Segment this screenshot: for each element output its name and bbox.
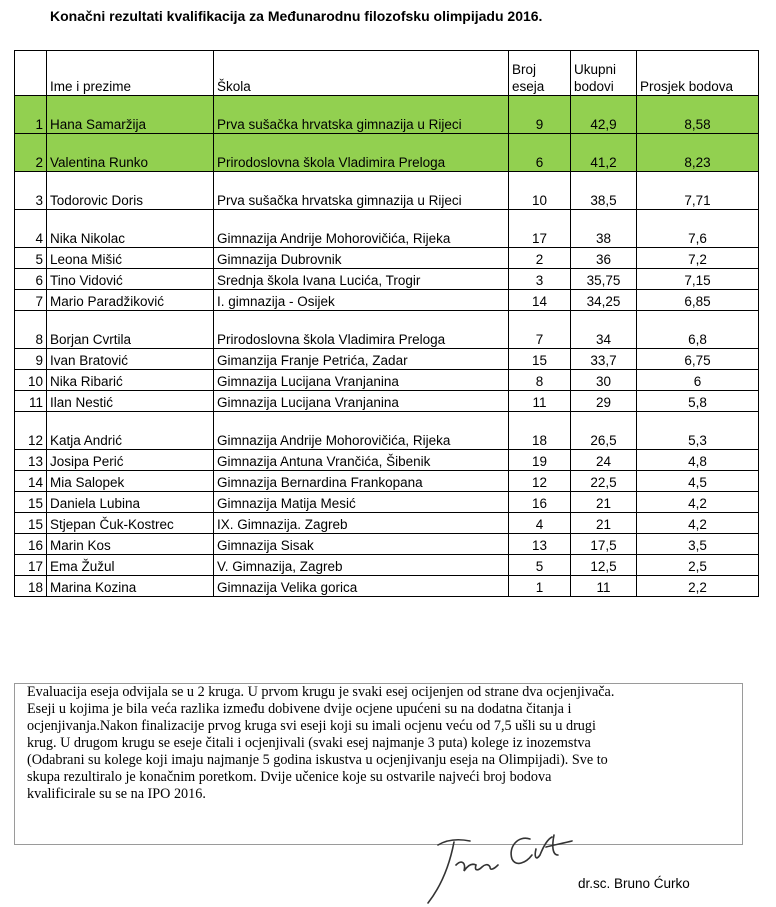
cell-school: Prirodoslovna škola Vladimira Preloga (214, 311, 509, 349)
cell-essays: 13 (509, 534, 571, 555)
table-row (15, 248, 759, 269)
cell-average: 3,5 (637, 534, 759, 555)
cell-average: 6,8 (637, 311, 759, 349)
header-essays (509, 51, 571, 96)
cell-essays: 15 (509, 349, 571, 370)
cell-rank: 4 (15, 210, 47, 248)
signature-name: dr.sc. Bruno Ćurko (578, 876, 690, 891)
cell-school: Gimnazija Matija Mesić (214, 492, 509, 513)
cell-name: Hana Samaržija (47, 96, 214, 134)
cell-school: Gimnazija Lucijana Vranjanina (214, 391, 509, 412)
cell-total: 38,5 (571, 172, 637, 210)
cell-essays: 16 (509, 492, 571, 513)
cell-essays: 2 (509, 248, 571, 269)
cell-average: 4,2 (637, 513, 759, 534)
note-line: ocjenjivanja.Nakon finalizacije prvog kruga svi eseji koji su imali ocjenu veću od 7,5 ušli su u drugi (27, 718, 596, 734)
cell-school: Prva sušačka hrvatska gimnazija u Rijeci (214, 96, 509, 134)
cell-essays: 3 (509, 269, 571, 290)
cell-school: Gimnazija Bernardina Frankopana (214, 471, 509, 492)
cell-rank: 13 (15, 450, 47, 471)
header-average: Prosjek bodova (637, 51, 759, 96)
cell-name: Borjan Cvrtila (47, 311, 214, 349)
note-line: skupa rezultiralo je konačnim poretkom. Dvije učenice koje su ostvarile najveći broj bodova (27, 769, 552, 785)
cell-total: 42,9 (571, 96, 637, 134)
cell-name: Todorovic Doris (47, 172, 214, 210)
cell-name: Daniela Lubina (47, 492, 214, 513)
cell-average: 6,85 (637, 290, 759, 311)
header-school: Škola (214, 51, 509, 96)
cell-rank: 9 (15, 349, 47, 370)
cell-total: 35,75 (571, 269, 637, 290)
cell-rank: 12 (15, 412, 47, 450)
evaluation-note (14, 683, 743, 845)
table-row (15, 555, 759, 576)
cell-school: Gimnazija Sisak (214, 534, 509, 555)
table-row (15, 349, 759, 370)
cell-rank: 14 (15, 471, 47, 492)
cell-total: 26,5 (571, 412, 637, 450)
table-row (15, 134, 759, 172)
cell-name: Marin Kos (47, 534, 214, 555)
table-row (15, 471, 759, 492)
table-row (15, 370, 759, 391)
cell-rank: 7 (15, 290, 47, 311)
cell-total: 29 (571, 391, 637, 412)
cell-essays: 11 (509, 391, 571, 412)
cell-average: 7,15 (637, 269, 759, 290)
cell-essays: 14 (509, 290, 571, 311)
note-line: Eseji u kojima je bila veća razlika između dobivene dvije ocjene upućeni su na dodatna čitanja i (27, 701, 572, 717)
cell-rank: 2 (15, 134, 47, 172)
cell-total: 21 (571, 513, 637, 534)
cell-name: Stjepan Čuk-Kostrec (47, 513, 214, 534)
table-header-row (15, 51, 759, 96)
cell-total: 24 (571, 450, 637, 471)
cell-average: 7,6 (637, 210, 759, 248)
cell-essays: 8 (509, 370, 571, 391)
cell-average: 2,5 (637, 555, 759, 576)
cell-essays: 6 (509, 134, 571, 172)
cell-rank: 11 (15, 391, 47, 412)
cell-average: 7,71 (637, 172, 759, 210)
cell-school: Gimnazija Lucijana Vranjanina (214, 370, 509, 391)
cell-rank: 5 (15, 248, 47, 269)
table-row (15, 391, 759, 412)
cell-average: 6 (637, 370, 759, 391)
cell-rank: 1 (15, 96, 47, 134)
table-row (15, 96, 759, 134)
table-row (15, 534, 759, 555)
cell-name: Ema Žužul (47, 555, 214, 576)
cell-essays: 12 (509, 471, 571, 492)
table-row (15, 172, 759, 210)
cell-school: V. Gimnazija, Zagreb (214, 555, 509, 576)
cell-total: 30 (571, 370, 637, 391)
table-row (15, 576, 759, 597)
cell-name: Mario Paradžiković (47, 290, 214, 311)
cell-essays: 10 (509, 172, 571, 210)
cell-name: Tino Vidović (47, 269, 214, 290)
header-total (571, 51, 637, 96)
cell-essays: 18 (509, 412, 571, 450)
cell-essays: 4 (509, 513, 571, 534)
handwritten-signature (418, 825, 578, 907)
cell-total: 21 (571, 492, 637, 513)
cell-school: Gimnazija Antuna Vrančića, Šibenik (214, 450, 509, 471)
cell-average: 2,2 (637, 576, 759, 597)
table-row (15, 412, 759, 450)
cell-rank: 15 (15, 513, 47, 534)
cell-school: Gimnazija Andrije Mohorovičića, Rijeka (214, 412, 509, 450)
cell-rank: 18 (15, 576, 47, 597)
cell-total: 38 (571, 210, 637, 248)
table-row (15, 290, 759, 311)
table-row (15, 311, 759, 349)
cell-essays: 1 (509, 576, 571, 597)
cell-essays: 17 (509, 210, 571, 248)
cell-school: Prirodoslovna škola Vladimira Preloga (214, 134, 509, 172)
cell-rank: 15 (15, 492, 47, 513)
cell-name: Katja Andrić (47, 412, 214, 450)
cell-total: 11 (571, 576, 637, 597)
cell-school: Srednja škola Ivana Lucića, Trogir (214, 269, 509, 290)
cell-average: 5,3 (637, 412, 759, 450)
cell-rank: 8 (15, 311, 47, 349)
table-row (15, 450, 759, 471)
table-row (15, 210, 759, 248)
cell-name: Leona Mišić (47, 248, 214, 269)
cell-average: 7,2 (637, 248, 759, 269)
note-line: (Odabrani su kolege koji imaju najmanje 5 godina iskustva u ocjenjivanju eseja na Olimpijadi). Sve to (27, 752, 608, 768)
cell-school: Gimnazija Dubrovnik (214, 248, 509, 269)
cell-total: 33,7 (571, 349, 637, 370)
table-row (15, 269, 759, 290)
cell-average: 4,8 (637, 450, 759, 471)
cell-total: 34,25 (571, 290, 637, 311)
cell-school: Gimanzija Franje Petrića, Zadar (214, 349, 509, 370)
cell-average: 8,58 (637, 96, 759, 134)
cell-average: 4,5 (637, 471, 759, 492)
cell-school: Prva sušačka hrvatska gimnazija u Rijeci (214, 172, 509, 210)
cell-rank: 6 (15, 269, 47, 290)
cell-total: 34 (571, 311, 637, 349)
header-essays-line1: Broj (512, 62, 537, 77)
cell-average: 5,8 (637, 391, 759, 412)
cell-rank: 10 (15, 370, 47, 391)
header-essays-line2: eseja (512, 79, 545, 94)
cell-name: Marina Kozina (47, 576, 214, 597)
header-total-line1: Ukupni (574, 62, 617, 77)
cell-total: 17,5 (571, 534, 637, 555)
cell-name: Nika Nikolac (47, 210, 214, 248)
cell-name: Valentina Runko (47, 134, 214, 172)
table-row (15, 513, 759, 534)
cell-essays: 19 (509, 450, 571, 471)
cell-average: 6,75 (637, 349, 759, 370)
note-line: kvalificirale su se na IPO 2016. (27, 786, 206, 802)
cell-rank: 3 (15, 172, 47, 210)
cell-rank: 17 (15, 555, 47, 576)
note-line: krug. U drugom krugu se eseje čitali i ocjenjivali (svaki esej najmanje 3 puta) kolege iz inozemstva (27, 735, 591, 751)
cell-school: Gimnazija Velika gorica (214, 576, 509, 597)
cell-essays: 5 (509, 555, 571, 576)
cell-total: 22,5 (571, 471, 637, 492)
table-row (15, 492, 759, 513)
header-rank (15, 51, 47, 96)
cell-name: Ivan Bratović (47, 349, 214, 370)
cell-name: Nika Ribarić (47, 370, 214, 391)
cell-essays: 9 (509, 96, 571, 134)
cell-essays: 7 (509, 311, 571, 349)
document-title: Konačni rezultati kvalifikacija za Međunarodnu filozofsku olimpijadu 2016. (50, 8, 543, 24)
cell-rank: 16 (15, 534, 47, 555)
cell-average: 8,23 (637, 134, 759, 172)
cell-average: 4,2 (637, 492, 759, 513)
results-table (14, 50, 759, 597)
note-line: Evaluacija eseja odvijala se u 2 kruga. U prvom krugu je svaki esej ocijenjen od strane dva ocjenjivača. (27, 684, 615, 700)
cell-total: 12,5 (571, 555, 637, 576)
cell-name: Mia Salopek (47, 471, 214, 492)
cell-school: I. gimnazija - Osijek (214, 290, 509, 311)
cell-school: Gimnazija Andrije Mohorovičića, Rijeka (214, 210, 509, 248)
cell-name: Ilan Nestić (47, 391, 214, 412)
cell-school: IX. Gimnazija. Zagreb (214, 513, 509, 534)
header-total-line2: bodovi (574, 79, 614, 94)
cell-name: Josipa Perić (47, 450, 214, 471)
cell-total: 36 (571, 248, 637, 269)
cell-total: 41,2 (571, 134, 637, 172)
header-name: Ime i prezime (47, 51, 214, 96)
